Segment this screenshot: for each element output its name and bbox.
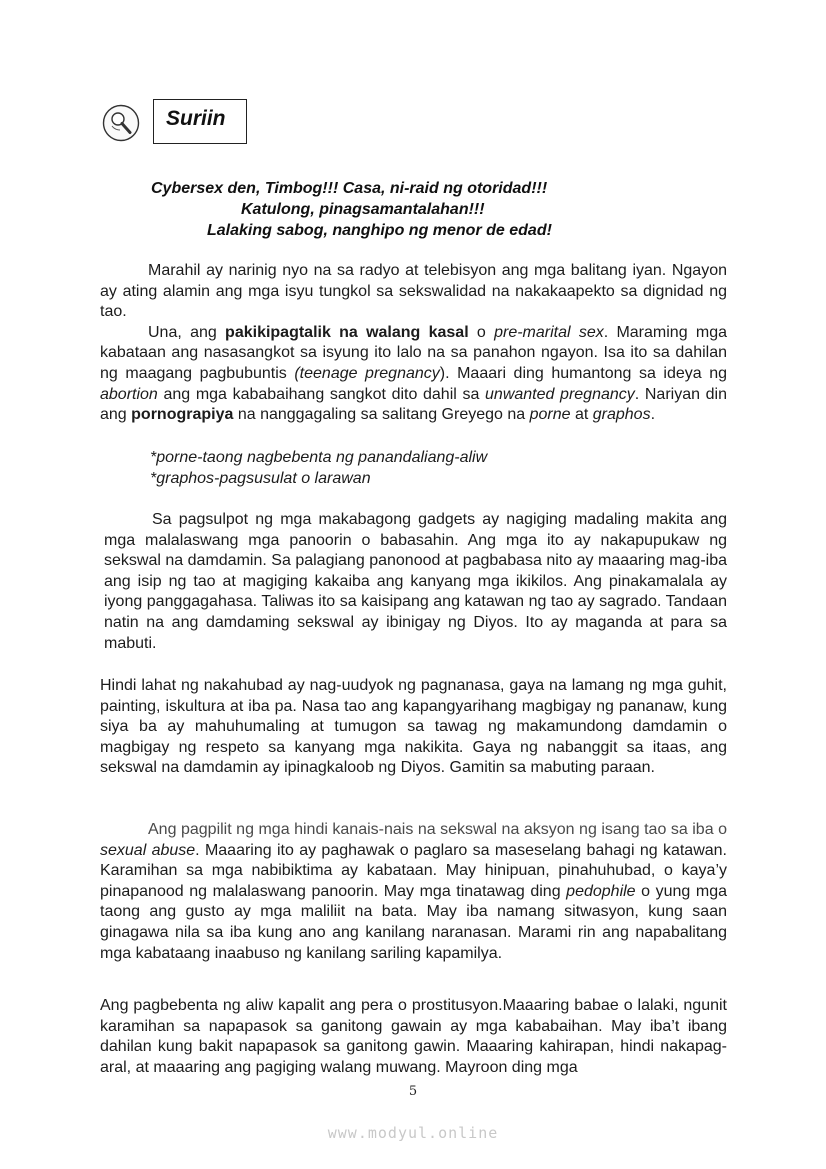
magnifier-icon <box>102 104 140 142</box>
paragraph-6: Ang pagbebenta ng aliw kapalit ang pera o prostitusyon.Maaaring babae o lalaki, ngunit karamihan sa napapasok sa ganitong gawain ay mga kababaihan. May iba’t ibang dahilan kung bakit napapasok sa ganitong gawin. Maaaring kahirapan, hindi nakapag-aral, at maaaring ang pagiging walang muwang. Mayroon ding mga <box>100 997 727 1076</box>
headlines <box>100 178 730 241</box>
page-number: 5 <box>408 1084 418 1099</box>
headline-2: Katulong, pinagsamantalahan!!! <box>241 201 485 218</box>
glossary-item: *graphos-pagsusulat o larawan <box>150 470 371 487</box>
paragraph-6-block <box>100 996 727 1078</box>
paragraph-1: Marahil ay narinig nyo na sa radyo at telebisyon ang mga balitang iyan. Ngayon ay ating alamin ang mga isyu tungkol sa sekswalidad na nakakaapekto sa dignidad ng tao. <box>100 262 727 321</box>
paragraph-3-block <box>104 510 727 654</box>
paragraph-5: Ang pagpilit ng mga hindi kanais-nais na sekswal na aksyon ng isang tao sa iba o sexual abuse. Maaaring ito ay paghawak o paglaro sa maseselang bahagi ng katawan. Karamihan sa mga nabibiktima ay kabataan. May hinipuan, pinahuhubad, o kaya’y pinapanood ng malalaswang panoorin. May mga tinatawag ding pedophile o yung mga taong ang gusto ay mga maliliit na bata. May iba namang sitwasyon, kung saan ginagawa nila sa iba kung ano ang kanilang naranasan. Marami rin ang napabalitang mga kabataang inaabuso ng kanilang sariling kapamilya. <box>100 821 727 962</box>
headline-1: Cybersex den, Timbog!!! Casa, ni-raid ng otoridad!!! <box>151 180 548 197</box>
paragraph-5-block <box>100 820 727 964</box>
section-title: Suriin <box>166 107 226 130</box>
glossary-item: *porne-taong nagbebenta ng panandaliang-aliw <box>150 449 488 466</box>
intro-paragraphs <box>100 261 727 426</box>
paragraph-4-block <box>100 676 727 779</box>
paragraph-4: Hindi lahat ng nakahubad ay nag-uudyok ng pagnanasa, gaya na lamang ng mga guhit, painting, iskultura at iba pa. Nasa tao ang kapangyarihang magbigay ng pananaw, kung siya ba ay mahuhumaling at tumugon sa tawag ng makamundong damdamin o magbigay ng respeto sa kanyang mga nakikita. Gaya ng nabanggit sa itaas, ang sekswal na damdamin ay ipinagkaloob ng Diyos. Gamitin sa mabuting paraan. <box>100 677 727 777</box>
glossary <box>150 447 487 489</box>
paragraph-3: Sa pagsulpot ng mga makabagong gadgets ay nagiging madaling makita ang mga malalaswang mga panoorin o babasahin. Ang mga ito ay nakapupukaw ng sekswal na damdamin. Sa palagiang panonood at pagbabasa nito ay maaaring mag-iba ang isip ng tao at magiging kakaiba ang kanyang mga ikikilos. Ang pinakamalala ay iyong panggagahasa. Taliwas ito sa kaisipang ang katawan ng tao ay sagrado. Tandaan natin na ang damdaming sekswal ay ibinigay ng Diyos. Ito ay maganda at para sa mabuti. <box>104 511 727 652</box>
section-title-box <box>153 99 247 144</box>
watermark: www.modyul.online <box>327 1124 499 1142</box>
paragraph-2: Una, ang pakikipagtalik na walang kasal o pre-marital sex. Maraming mga kabataan ang nasasangkot sa isyung ito lalo na sa panahon ngayon. Isa ito sa dahilan ng maagang pagbubuntis (teenage pregnancy). Maaari ding humantong sa ideya ng abortion ang mga kababaihang sangkot dito dahil sa unwanted pregnancy. Nariyan din ang pornograpiya na nanggagaling sa salitang Greyego na porne at graphos. <box>100 323 728 424</box>
headline-3: Lalaking sabog, nanghipo ng menor de edad! <box>207 222 552 239</box>
